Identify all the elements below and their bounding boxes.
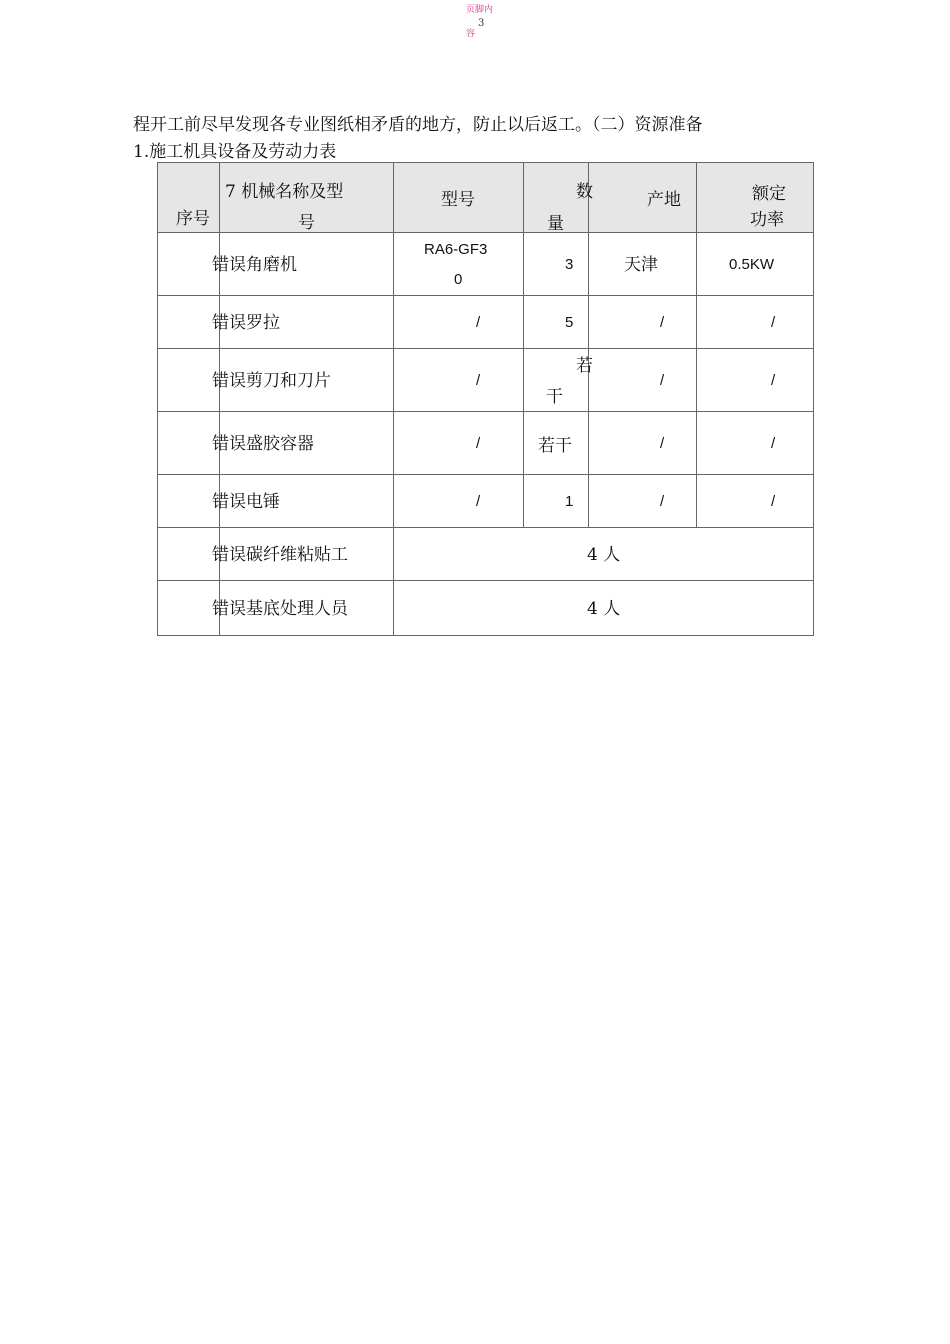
- labor1-name: 错误碳纤维粘贴工: [212, 545, 348, 565]
- row4-qty: 若干: [538, 436, 572, 456]
- row2-origin: /: [660, 314, 665, 331]
- section-heading: 1.施工机具设备及劳动力表: [133, 142, 337, 162]
- row3-origin: /: [660, 372, 665, 389]
- row3-power: /: [771, 372, 776, 389]
- header-seq: 序号: [176, 209, 210, 229]
- row3-name: 错误剪刀和刀片: [212, 371, 331, 391]
- labor2-name: 错误基底处理人员: [212, 599, 348, 619]
- header-qty-line2: 量: [547, 214, 564, 234]
- header-model: 型号: [441, 190, 475, 210]
- equipment-labor-table: [157, 162, 814, 636]
- row3-qty-line1: 若: [576, 356, 593, 376]
- row2-power: /: [771, 314, 776, 331]
- row1-power: 0.5KW: [729, 256, 775, 273]
- row1-origin: 天津: [624, 255, 658, 275]
- row5-model: /: [476, 493, 481, 510]
- header-power-line2: 功率: [750, 210, 784, 230]
- row5-power: /: [771, 493, 776, 510]
- row2-name: 错误罗拉: [212, 313, 280, 333]
- header-qty-line1: 数: [576, 182, 593, 202]
- row1-model-line2: 0: [454, 271, 463, 288]
- row4-name: 错误盛胶容器: [212, 434, 314, 454]
- row5-qty: 1: [565, 493, 574, 510]
- labor2-count: 4 人: [587, 599, 621, 619]
- row1-qty: 3: [565, 256, 574, 273]
- row1-name: 错误角磨机: [212, 255, 297, 275]
- header-name-line2: 号: [298, 213, 315, 233]
- row3-model: /: [476, 372, 481, 389]
- row4-power: /: [771, 435, 776, 452]
- header-origin: 产地: [647, 190, 681, 210]
- row4-origin: /: [660, 435, 665, 452]
- page-number: 3: [478, 18, 485, 29]
- row3-qty-line2: 干: [546, 387, 563, 407]
- header-note-line1: 页脚内: [466, 5, 494, 15]
- row2-model: /: [476, 314, 481, 331]
- row5-origin: /: [660, 493, 665, 510]
- row4-model: /: [476, 435, 481, 452]
- row2-qty: 5: [565, 314, 574, 331]
- header-note: [466, 4, 506, 39]
- row1-model-line1: RA6-GF3: [424, 241, 488, 258]
- row5-name: 错误电锤: [212, 492, 280, 512]
- header-note-line2: 容: [466, 29, 476, 39]
- header-name-line1: 7 机械名称及型: [225, 182, 344, 202]
- paragraph-text: 程开工前尽早发现各专业图纸相矛盾的地方，防止以后返工。（二）资源准备: [133, 115, 703, 135]
- header-power-line1: 额定: [752, 184, 786, 204]
- labor1-count: 4 人: [587, 545, 621, 565]
